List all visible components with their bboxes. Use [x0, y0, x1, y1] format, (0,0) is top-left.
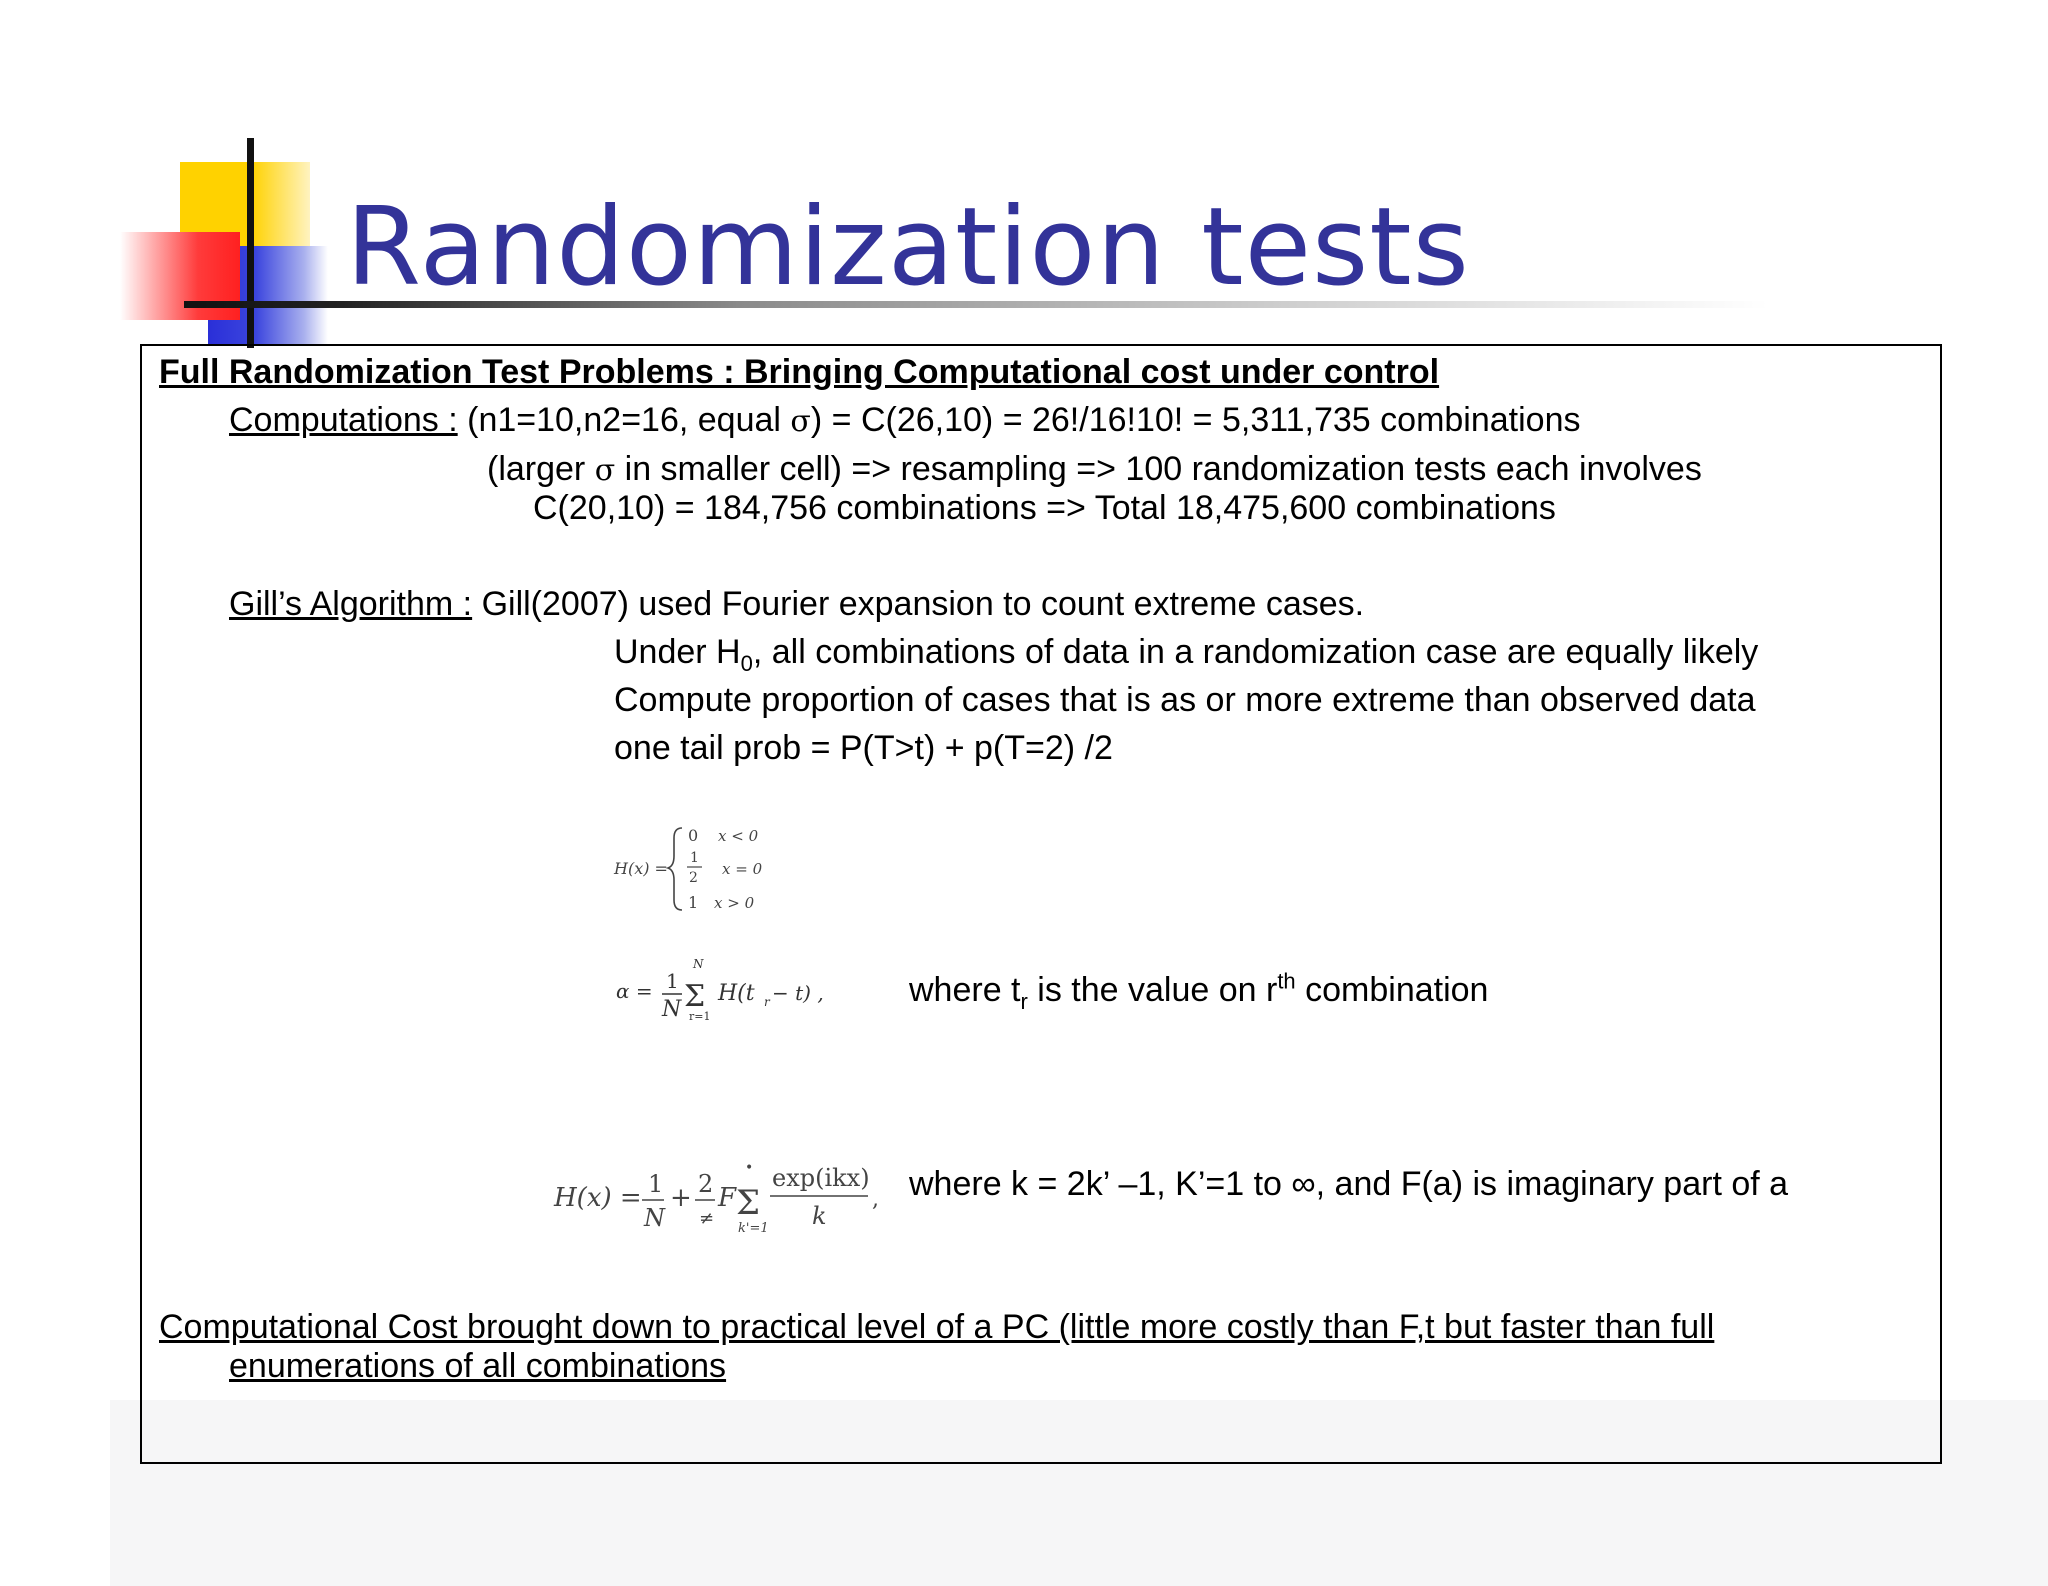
fraction2-denominator: ≠	[699, 1208, 715, 1229]
fourier-comma: ,	[872, 1187, 879, 1212]
sum-icon: Σ	[684, 979, 706, 1014]
fraction3-numerator: exp(ikx)	[772, 1164, 870, 1192]
alpha-lhs: α =	[616, 979, 653, 1003]
brace-symbol	[668, 828, 682, 910]
where-k-text: where k = 2k’ –1, K’=1 to ∞, and F(a) is imaginary part of a	[909, 1165, 1789, 1203]
conclusion-line-1: Computational Cost brought down to practical level of a PC (little more costly than F,t but faster than full	[159, 1308, 1715, 1346]
where-tr-text: where $t_r$ is the value on $r^{th}$ combination	[909, 968, 1489, 1014]
sum-upper-limit: •	[745, 1160, 754, 1176]
fourier-lhs: H(x) =	[554, 1183, 642, 1213]
case3-value: 1	[688, 893, 699, 912]
fraction1-numerator: 1	[648, 1170, 664, 1198]
gill-label: Gill’s Algorithm :	[229, 585, 473, 623]
computations-line-3: C(20,10) = 184,756 combinations => Total 18,475,600 combinations	[533, 489, 1556, 527]
case1-value: 0	[688, 826, 699, 845]
sigma-symbol: σ	[790, 404, 811, 439]
heaviside-equation	[610, 818, 780, 914]
plus-sign: +	[670, 1183, 692, 1213]
fraction3-denominator: k	[812, 1202, 827, 1230]
sigma-symbol: σ	[594, 453, 616, 488]
gill-tail-line: one tail prob = P(T>t) + p(T=2) /2	[614, 729, 1113, 767]
fraction1-denominator: N	[644, 1204, 665, 1232]
section-heading: Full Randomization Test Problems : Bringing Computational cost under control	[159, 353, 1440, 391]
case1-condition: x < 0	[718, 827, 759, 845]
F-symbol: F	[718, 1183, 737, 1213]
case2-denominator: 2	[689, 870, 698, 886]
case2-condition: x = 0	[722, 860, 763, 878]
alpha-body-end: − t) ,	[772, 981, 824, 1005]
fourier-equation	[550, 1156, 890, 1236]
alpha-body: H(t	[718, 981, 755, 1006]
computations-line-1: Computations : (n1=10,n2=16, equal σ) = C(26,10) = 26!/16!10! = 5,311,735 combinations	[229, 401, 1581, 439]
gill-line-1: Gill’s Algorithm : Gill(2007) used Fourier expansion to count extreme cases.	[229, 585, 1365, 623]
gill-compute-line: Compute proportion of cases that is as or more extreme than observed data	[614, 681, 1756, 719]
heaviside-lhs: H(x) =	[614, 859, 668, 878]
computations-line-2: (larger σ in smaller cell) => resampling => 100 randomization tests each involves	[487, 450, 1702, 488]
sum-upper-limit: N	[693, 957, 704, 971]
case2-numerator: 1	[690, 850, 699, 866]
computations-label: Computations :	[229, 401, 458, 439]
case3-condition: x > 0	[714, 894, 755, 912]
alpha-equation	[614, 954, 824, 1034]
gill-under-h0: Under $H_0$, all combinations of data in a randomization case are equally likely	[614, 633, 1759, 676]
alpha-body-subscript: r	[764, 995, 770, 1009]
conclusion-line-2: enumerations of all combinations	[229, 1347, 727, 1385]
sum-lower-limit: k'=1	[738, 1221, 769, 1236]
sum-lower-limit: r=1	[689, 1010, 711, 1023]
slide-title: Randomization tests	[346, 185, 1470, 310]
fraction2-numerator: 2	[698, 1170, 714, 1198]
alpha-fraction-numerator: 1	[666, 969, 679, 993]
sum-icon: Σ	[736, 1183, 761, 1223]
logo-vertical-line	[247, 138, 254, 348]
alpha-fraction-denominator: N	[662, 997, 682, 1022]
